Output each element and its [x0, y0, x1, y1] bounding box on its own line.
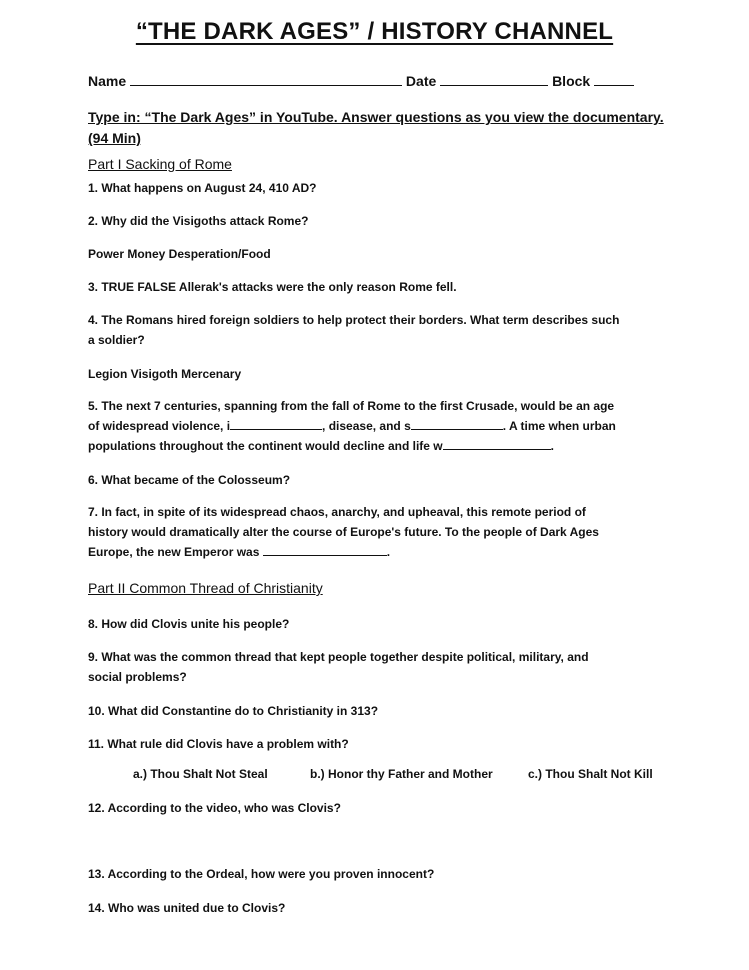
question-5-text-c: . A time when urban: [502, 419, 616, 433]
question-4: [88, 310, 688, 350]
question-6: 6. What became of the Colosseum?: [88, 473, 291, 487]
question-9: [88, 647, 688, 687]
question-7: [88, 502, 688, 562]
choice-b: b.) Honor thy Father and Mother: [310, 767, 493, 781]
choice-a: a.) Thou Shalt Not Steal: [133, 767, 268, 781]
question-9-line-1: 9. What was the common thread that kept people together despite political, military, and: [88, 650, 589, 664]
header-row: [88, 73, 634, 89]
question-5-text-e: .: [550, 439, 554, 453]
name-label: Name: [88, 73, 127, 89]
choice-c: c.) Thou Shalt Not Kill: [528, 767, 653, 781]
title-text: “THE DARK AGES” / HISTORY CHANNEL: [135, 18, 614, 45]
blank-violence[interactable]: [230, 418, 322, 430]
block-label: Block: [552, 73, 591, 89]
question-5-text-b: , disease, and s: [322, 419, 411, 433]
question-8: 8. How did Clovis unite his people?: [88, 617, 290, 631]
question-5-line-1: 5. The next 7 centuries, spanning from the fall of Rome to the first Crusade, would be an age: [88, 399, 615, 413]
question-7-line-1: 7. In fact, in spite of its widespread chaos, anarchy, and upheaval, this remote period of: [88, 505, 586, 519]
page-title: [0, 18, 749, 46]
question-7-text-b: .: [386, 545, 391, 559]
question-7-text-a: Europe, the new Emperor was: [88, 545, 260, 559]
block-field[interactable]: [594, 73, 634, 86]
question-4-options: Legion Visigoth Mercenary: [88, 367, 242, 381]
blank-emperor[interactable]: [263, 544, 387, 556]
question-12: 12. According to the video, who was Clovis?: [88, 801, 341, 815]
question-1: 1. What happens on August 24, 410 AD?: [88, 181, 317, 195]
question-10: 10. What did Constantine do to Christianity in 313?: [88, 704, 379, 718]
part2-heading: Part II Common Thread of Christianity: [88, 580, 323, 596]
date-field[interactable]: [440, 73, 548, 86]
question-5-text-a: of widespread violence, i: [88, 419, 231, 433]
question-2-options: Power Money Desperation/Food: [88, 247, 271, 261]
question-13: 13. According to the Ordeal, how were you proven innocent?: [88, 867, 435, 881]
question-11: 11. What rule did Clovis have a problem with?: [88, 737, 349, 751]
question-5-text-d: populations throughout the continent would decline and life w: [88, 439, 443, 453]
date-label: Date: [405, 73, 437, 89]
question-4-line-2: a soldier?: [88, 333, 145, 347]
question-5-line-3: [88, 436, 688, 456]
name-field[interactable]: [130, 73, 402, 86]
question-5-line-2: [88, 416, 688, 436]
instructions: [88, 107, 708, 149]
question-7-line-3: [88, 542, 688, 562]
question-9-line-2: social problems?: [88, 670, 187, 684]
instructions-line-2: (94 Min): [88, 130, 141, 146]
instructions-line-1: Type in: “The Dark Ages” in YouTube. Answer questions as you view the documentary.: [88, 109, 664, 125]
question-3: 3. TRUE FALSE Allerak's attacks were the only reason Rome fell.: [88, 280, 457, 294]
question-2: 2. Why did the Visigoths attack Rome?: [88, 214, 309, 228]
question-5: [88, 396, 688, 456]
part1-heading: Part I Sacking of Rome: [88, 156, 232, 172]
question-4-line-1: 4. The Romans hired foreign soldiers to help protect their borders. What term describes such: [88, 313, 620, 327]
blank-disease[interactable]: [411, 418, 503, 430]
question-7-line-2: history would dramatically alter the course of Europe's future. To the people of Dark Ages: [88, 525, 599, 539]
blank-life[interactable]: [443, 438, 551, 450]
question-14: 14. Who was united due to Clovis?: [88, 901, 286, 915]
